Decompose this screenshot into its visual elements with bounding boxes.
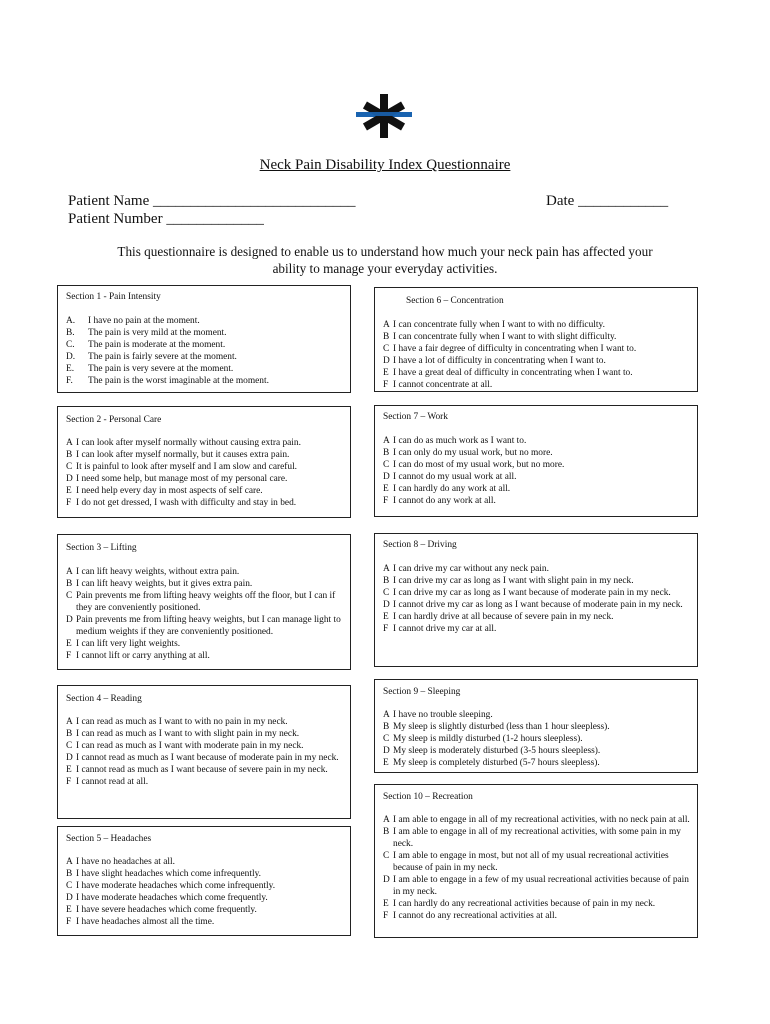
- option-item[interactable]: E I can hardly do any work at all.: [383, 484, 511, 494]
- section-1-box: [57, 285, 351, 393]
- option-item[interactable]: C I am able to engage in most, but not all of my usual recreational activities because of pain in my neck.: [383, 851, 669, 873]
- section-8-box: [374, 533, 698, 667]
- option-item[interactable]: D I am able to engage in a few of my usual recreational activities because of pain in my neck.: [383, 875, 689, 897]
- option-list: [383, 814, 695, 922]
- option-list: [66, 566, 348, 662]
- option-item[interactable]: C My sleep is mildly disturbed (1-2 hours sleepless).: [383, 734, 583, 744]
- section-title: Section 10 – Recreation: [383, 792, 473, 802]
- option-list: [66, 716, 348, 788]
- option-item[interactable]: D Pain prevents me from lifting heavy weights, but I can manage light to medium weights if they are conveniently positioned.: [66, 615, 341, 637]
- option-list: [66, 856, 348, 928]
- intro-text: This questionnaire is designed to enable us to understand how much your neck pain has affected your ability to manage your everyday activities.: [117, 244, 653, 276]
- option-list: [66, 315, 346, 387]
- option-item[interactable]: A I can do as much work as I want to.: [383, 436, 527, 446]
- option-item[interactable]: A I can look after myself normally without causing extra pain.: [66, 438, 301, 448]
- option-item[interactable]: A I can concentrate fully when I want to with no difficulty.: [383, 320, 605, 330]
- option-item[interactable]: A I have no headaches at all.: [66, 857, 175, 867]
- option-item[interactable]: A I can lift heavy weights, without extra pain.: [66, 567, 240, 577]
- option-item[interactable]: B My sleep is slightly disturbed (less than 1 hour sleepless).: [383, 722, 610, 732]
- option-item[interactable]: B I can look after myself normally, but it causes extra pain.: [66, 450, 290, 460]
- option-item[interactable]: A I can drive my car without any neck pain.: [383, 564, 549, 574]
- section-7-box: [374, 405, 698, 517]
- option-item[interactable]: A. I have no pain at the moment.: [66, 316, 200, 326]
- option-item[interactable]: D I have a lot of difficulty in concentrating when I want to.: [383, 356, 606, 366]
- option-item[interactable]: B I can read as much as I want to with slight pain in my neck.: [66, 729, 300, 739]
- option-item[interactable]: C It is painful to look after myself and I am slow and careful.: [66, 462, 298, 472]
- option-item[interactable]: C Pain prevents me from lifting heavy weights off the floor, but I can if they are conveniently positioned.: [66, 591, 336, 613]
- option-item[interactable]: A I have no trouble sleeping.: [383, 710, 493, 720]
- option-item[interactable]: B I can lift heavy weights, but it gives extra pain.: [66, 579, 253, 589]
- option-list: [66, 437, 348, 509]
- option-item[interactable]: F I cannot drive my car at all.: [383, 624, 497, 634]
- option-item[interactable]: A I can read as much as I want to with no pain in my neck.: [66, 717, 288, 727]
- section-title: Section 1 - Pain Intensity: [66, 292, 161, 302]
- option-item[interactable]: D I cannot do my usual work at all.: [383, 472, 517, 482]
- section-2-box: [57, 406, 351, 518]
- section-3-box: [57, 534, 351, 670]
- option-item[interactable]: F I cannot do any work at all.: [383, 496, 496, 506]
- option-item[interactable]: E I have a great deal of difficulty in concentrating when I want to.: [383, 368, 633, 378]
- option-item[interactable]: E I have severe headaches which come frequently.: [66, 905, 257, 915]
- option-item[interactable]: F I cannot lift or carry anything at all.: [66, 651, 210, 661]
- option-item[interactable]: E I can hardly do any recreational activities because of pain in my neck.: [383, 899, 656, 909]
- option-item[interactable]: A I am able to engage in all of my recreational activities, with no neck pain at all.: [383, 815, 690, 825]
- option-list: [383, 709, 695, 769]
- option-item[interactable]: B I can concentrate fully when I want to with slight difficulty.: [383, 332, 617, 342]
- option-item[interactable]: E. The pain is very severe at the moment.: [66, 364, 234, 374]
- option-item[interactable]: E I cannot read as much as I want because of severe pain in my neck.: [66, 765, 328, 775]
- option-item[interactable]: E My sleep is completely disturbed (5-7 hours sleepless).: [383, 758, 600, 768]
- option-item[interactable]: E I need help every day in most aspects of self care.: [66, 486, 263, 496]
- section-title: Section 8 – Driving: [383, 540, 457, 550]
- option-list: [383, 435, 695, 507]
- option-item[interactable]: C I have a fair degree of difficulty in concentrating when I want to.: [383, 344, 637, 354]
- option-item[interactable]: D I need some help, but manage most of my personal care.: [66, 474, 288, 484]
- option-item[interactable]: B I have slight headaches which come infrequently.: [66, 869, 261, 879]
- section-title: Section 3 – Lifting: [66, 543, 137, 553]
- section-title: Section 2 - Personal Care: [66, 415, 162, 425]
- section-title: Section 4 – Reading: [66, 694, 142, 704]
- option-item[interactable]: B. The pain is very mild at the moment.: [66, 328, 227, 338]
- section-title: Section 5 – Headaches: [66, 834, 152, 844]
- option-item[interactable]: B I can only do my usual work, but no more.: [383, 448, 553, 458]
- option-item[interactable]: D My sleep is moderately disturbed (3-5 hours sleepless).: [383, 746, 601, 756]
- option-item[interactable]: E I can hardly drive at all because of severe pain in my neck.: [383, 612, 614, 622]
- option-item[interactable]: F I cannot concentrate at all.: [383, 380, 493, 390]
- section-4-box: [57, 685, 351, 819]
- option-item[interactable]: D I cannot read as much as I want because of moderate pain in my neck.: [66, 753, 339, 763]
- option-item[interactable]: F I cannot do any recreational activities at all.: [383, 911, 557, 921]
- option-item[interactable]: B I am able to engage in all of my recreational activities, with some pain in my neck.: [383, 827, 681, 849]
- section-5-box: [57, 826, 351, 936]
- section-9-box: [374, 679, 698, 773]
- option-item[interactable]: F I cannot read at all.: [66, 777, 149, 787]
- option-list: [383, 563, 695, 635]
- section-title: Section 6 – Concentration: [406, 296, 504, 306]
- option-item[interactable]: D I have moderate headaches which come frequently.: [66, 893, 268, 903]
- page-title: Neck Pain Disability Index Questionnaire: [259, 157, 511, 173]
- option-item[interactable]: C I can do most of my usual work, but no more.: [383, 460, 565, 470]
- option-item[interactable]: B I can drive my car as long as I want with slight pain in my neck.: [383, 576, 634, 586]
- asterisk-logo-icon: [356, 92, 412, 140]
- option-item[interactable]: E I can lift very light weights.: [66, 639, 181, 649]
- option-item[interactable]: F I do not get dressed, I wash with difficulty and stay in bed.: [66, 498, 297, 508]
- option-list: [383, 319, 695, 391]
- section-title: Section 9 – Sleeping: [383, 687, 461, 697]
- option-item[interactable]: D. The pain is fairly severe at the moment.: [66, 352, 237, 362]
- section-title: Section 7 – Work: [383, 412, 448, 422]
- patient-number-field[interactable]: Patient Number _____________: [68, 211, 264, 227]
- option-item[interactable]: C I have moderate headaches which come infrequently.: [66, 881, 276, 891]
- option-item[interactable]: C I can drive my car as long as I want because of moderate pain in my neck.: [383, 588, 671, 598]
- option-item[interactable]: F I have headaches almost all the time.: [66, 917, 215, 927]
- option-item[interactable]: D I cannot drive my car as long as I want because of moderate pain in my neck.: [383, 600, 683, 610]
- section-10-box: [374, 784, 698, 938]
- date-field[interactable]: Date ____________: [546, 193, 669, 209]
- option-item[interactable]: C. The pain is moderate at the moment.: [66, 340, 226, 350]
- option-item[interactable]: C I can read as much as I want with moderate pain in my neck.: [66, 741, 304, 751]
- section-6-box: [374, 287, 698, 392]
- option-item[interactable]: F. The pain is the worst imaginable at the moment.: [66, 376, 269, 386]
- patient-name-field[interactable]: Patient Name ___________________________: [68, 193, 356, 209]
